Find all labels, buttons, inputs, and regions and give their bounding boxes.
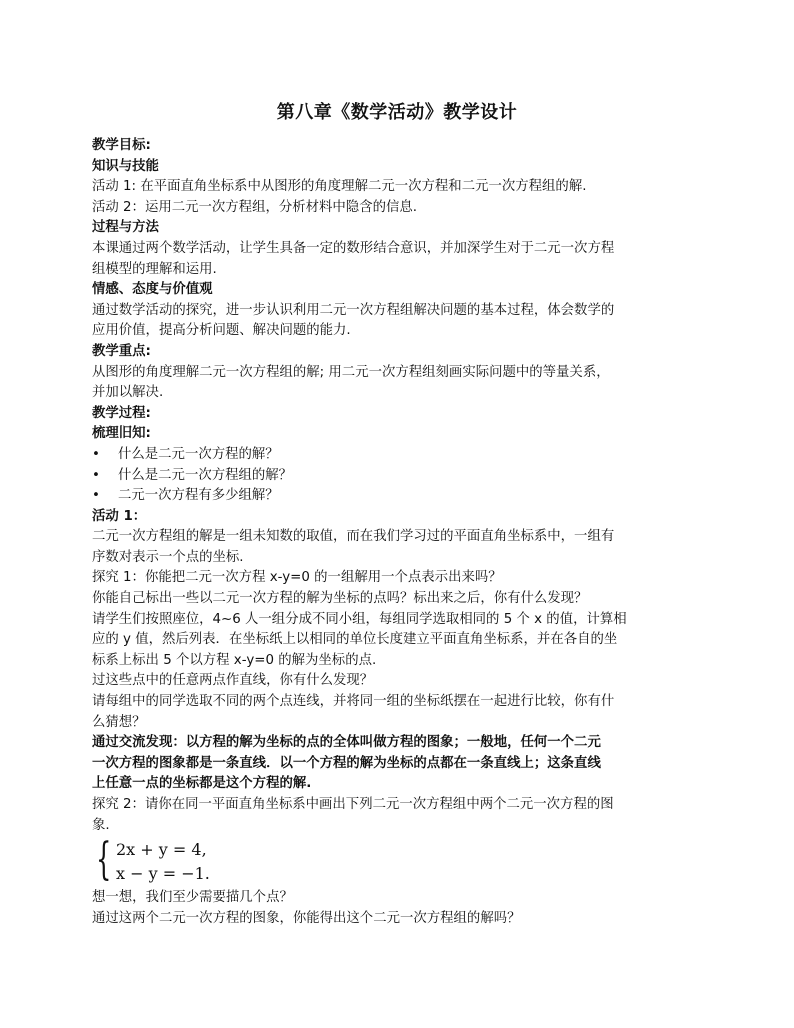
bullet-icon: •	[92, 446, 100, 462]
heading-activity-1: 活动 1：	[92, 508, 147, 524]
text-line: 请学生们按照座位，4~6 人一组分成不同小组，每组同学选取相同的 5 个 x 的值，计算相	[92, 611, 627, 627]
list-item	[92, 486, 702, 507]
text-line: 应的 y 值，然后列表．在坐标纸上以相同的单位长度建立平面直角坐标系，并在各自的坐	[92, 632, 618, 648]
text-line: 活动 2：运用二元一次方程组，分析材料中隐含的信息.	[92, 199, 418, 215]
review-question-list	[92, 445, 702, 507]
subheading-knowledge-skills: 知识与技能	[92, 158, 159, 174]
equation-system	[96, 834, 702, 886]
text-line: 请每组中的同学选取不同的两个点连线，并将同一组的坐标纸摆在一起进行比较，你有什	[92, 694, 615, 710]
conclusion-line: 通过交流发现：以方程的解为坐标的点的全体叫做方程的图象；一般地，任何一个二元	[92, 735, 601, 751]
heading-teaching-process: 教学过程:	[92, 405, 151, 421]
subheading-review: 梳理旧知:	[92, 426, 151, 442]
heading-teaching-goals: 教学目标:	[92, 138, 151, 153]
text-line: 二元一次方程组的解是一组未知数的取值，而在我们学习过的平面直角坐标系中，一组有	[92, 529, 615, 545]
text-line: 探究 2：请你在同一平面直角坐标系中画出下列二元一次方程组中两个二元一次方程的图	[92, 797, 614, 812]
text-line: 应用价值，提高分析问题、解决问题的能力.	[92, 323, 351, 339]
text-line: 你能自己标出一些以二元一次方程的解为坐标的点吗？标出来之后，你有什么发现？	[92, 591, 588, 607]
list-item	[92, 445, 702, 466]
subheading-emotion-attitude: 情感、态度与价值观	[92, 282, 213, 298]
text-line: 探究 1：你能把二元一次方程 x-y=0 的一组解用一个点表示出来吗？	[92, 570, 502, 586]
text-line: 通过数学活动的探究，进一步认识利用二元一次方程组解决问题的基本过程，体会数学的	[92, 302, 615, 318]
text-line: 本课通过两个数学活动，让学生具备一定的数形结合意识，并加深学生对于二元一次方程	[92, 240, 615, 256]
conclusion-line: 上任意一点的坐标都是这个方程的解.	[92, 776, 312, 792]
text-line: 么猜想？	[92, 714, 146, 730]
subheading-process-methods: 过程与方法	[92, 220, 159, 236]
list-item	[92, 466, 702, 487]
left-brace: {	[96, 834, 112, 886]
text-line: 组模型的理解和运用.	[92, 261, 217, 277]
equation-2: x − y = −1.	[116, 864, 210, 884]
text-line: 活动 1: 在平面直角坐标系中从图形的角度理解二元一次方程和二元一次方程组的解.	[92, 179, 587, 195]
text-line: 序数对表示一个点的坐标.	[92, 549, 244, 565]
text-line: 象.	[92, 817, 110, 833]
list-item-text: 二元一次方程有多少组解？	[118, 488, 279, 504]
list-item-text: 什么是二元一次方程的解？	[118, 446, 279, 462]
text-line: 从图形的角度理解二元一次方程组的解; 用二元一次方程组刻画实际问题中的等量关系，	[92, 364, 610, 380]
bullet-icon: •	[92, 488, 100, 504]
text-line: 标系上标出 5 个以方程 x-y=0 的解为坐标的点.	[92, 652, 377, 668]
text-line: 通过这两个二元一次方程的图象，你能得出这个二元一次方程组的解吗？	[92, 910, 521, 926]
equation-1: 2x + y = 4,	[116, 840, 207, 860]
heading-key-points: 教学重点:	[92, 343, 151, 359]
conclusion-line: 一次方程的图象都是一条直线．以一个方程的解为坐标的点都在一条直线上；这条直线	[92, 755, 601, 771]
text-line: 并加以解决.	[92, 385, 164, 401]
page-title: 第八章《数学活动》教学设计	[276, 102, 518, 123]
text-line: 想一想，我们至少需要描几个点？	[92, 890, 293, 906]
bullet-icon: •	[92, 467, 100, 483]
text-line: 过这些点中的任意两点作直线，你有什么发现？	[92, 673, 374, 689]
list-item-text: 什么是二元一次方程组的解？	[118, 467, 293, 483]
